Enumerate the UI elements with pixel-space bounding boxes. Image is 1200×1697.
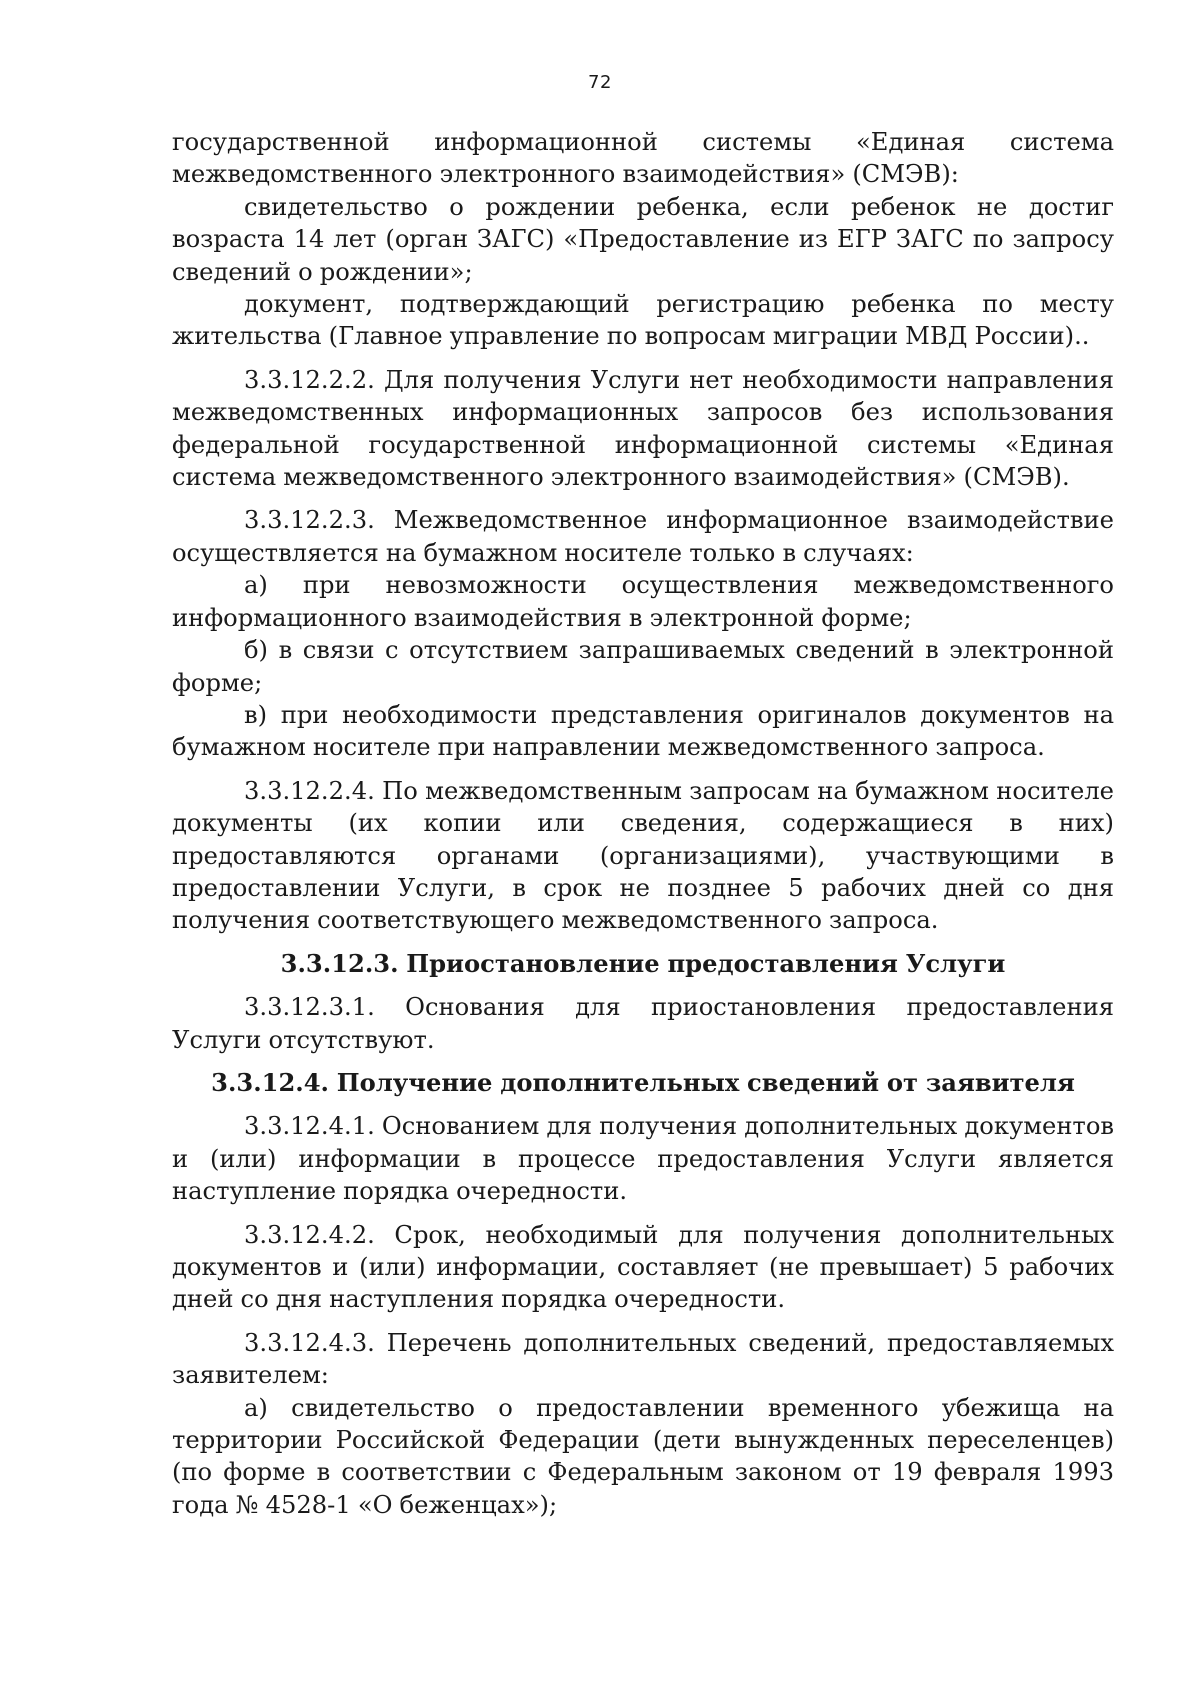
paragraph-3-3-12-2-3: 3.3.12.2.3. Межведомственное информационное взаимодействие осуществляется на бумажном носителе только в случаях: xyxy=(172,506,1114,567)
section-heading-3-3-12-4: 3.3.12.4. Получение дополнительных сведений от заявителя xyxy=(211,1067,1075,1097)
paragraph-3-3-12-3-1: 3.3.12.3.1. Основания для приостановления предоставления Услуги отсутствуют. xyxy=(172,993,1114,1054)
paragraph-registration-document: документ, подтверждающий регистрацию ребенка по месту жительства (Главное управление по вопросам миграции МВД России).. xyxy=(172,290,1114,351)
section-heading-3-3-12-3: 3.3.12.3. Приостановление предоставления Услуги xyxy=(280,948,1006,978)
paragraph-3-3-12-4-1: 3.3.12.4.1. Основанием для получения дополнительных документов и (или) информации в процессе предоставления Услуги является наступление порядка очередности. xyxy=(172,1112,1114,1206)
paragraph-3-3-12-2-4: 3.3.12.2.4. По межведомственным запросам на бумажном носителе документы (их копии или сведения, содержащиеся в них) предоставляются органами (организациями), участвующими в предоставлении Услуги, в срок не позднее 5 рабочих дней со дня получения соответствующего межведомственного запроса. xyxy=(172,776,1114,935)
page-body xyxy=(172,126,1114,1521)
list-item-v: в) при необходимости представления оригиналов документов на бумажном носителе при направлении межведомственного запроса. xyxy=(172,700,1114,762)
paragraph-3-3-12-4-3: 3.3.12.4.3. Перечень дополнительных сведений, предоставляемых заявителем: xyxy=(172,1328,1114,1390)
list-item-a-refugee-certificate: а) свидетельство о предоставлении временного убежища на территории Российской Федерации (дети вынужденных переселенцев) (по форме в соответствии с Федеральным законом от 19 февраля 1993 года № 4528-1 «О беженцах»); xyxy=(172,1393,1114,1519)
paragraph-3-3-12-4-2: 3.3.12.4.2. Срок, необходимый для получения дополнительных документов и (или) информации, составляет (не превышает) 5 рабочих дней со дня наступления порядка очередности. xyxy=(172,1220,1114,1314)
paragraph-smev-continuation: государственной информационной системы «Единая система межведомственного электронного взаимодействия» (СМЭВ): xyxy=(172,128,1114,189)
list-item-b: б) в связи с отсутствием запрашиваемых сведений в электронной форме; xyxy=(172,636,1114,697)
paragraph-birth-certificate: свидетельство о рождении ребенка, если ребенок не достиг возраста 14 лет (орган ЗАГС) «Предоставление из ЕГР ЗАГС по запросу сведений о рождении»; xyxy=(172,192,1114,286)
page-number: 72 xyxy=(588,72,612,93)
paragraph-3-3-12-2-2: 3.3.12.2.2. Для получения Услуги нет необходимости направления межведомственных информационных запросов без использования федеральной государственной информационной системы «Единая система межведомственного электронного взаимодействия» (СМЭВ). xyxy=(172,365,1114,492)
list-item-a: а) при невозможности осуществления межведомственного информационного взаимодействия в электронной форме; xyxy=(172,571,1114,632)
